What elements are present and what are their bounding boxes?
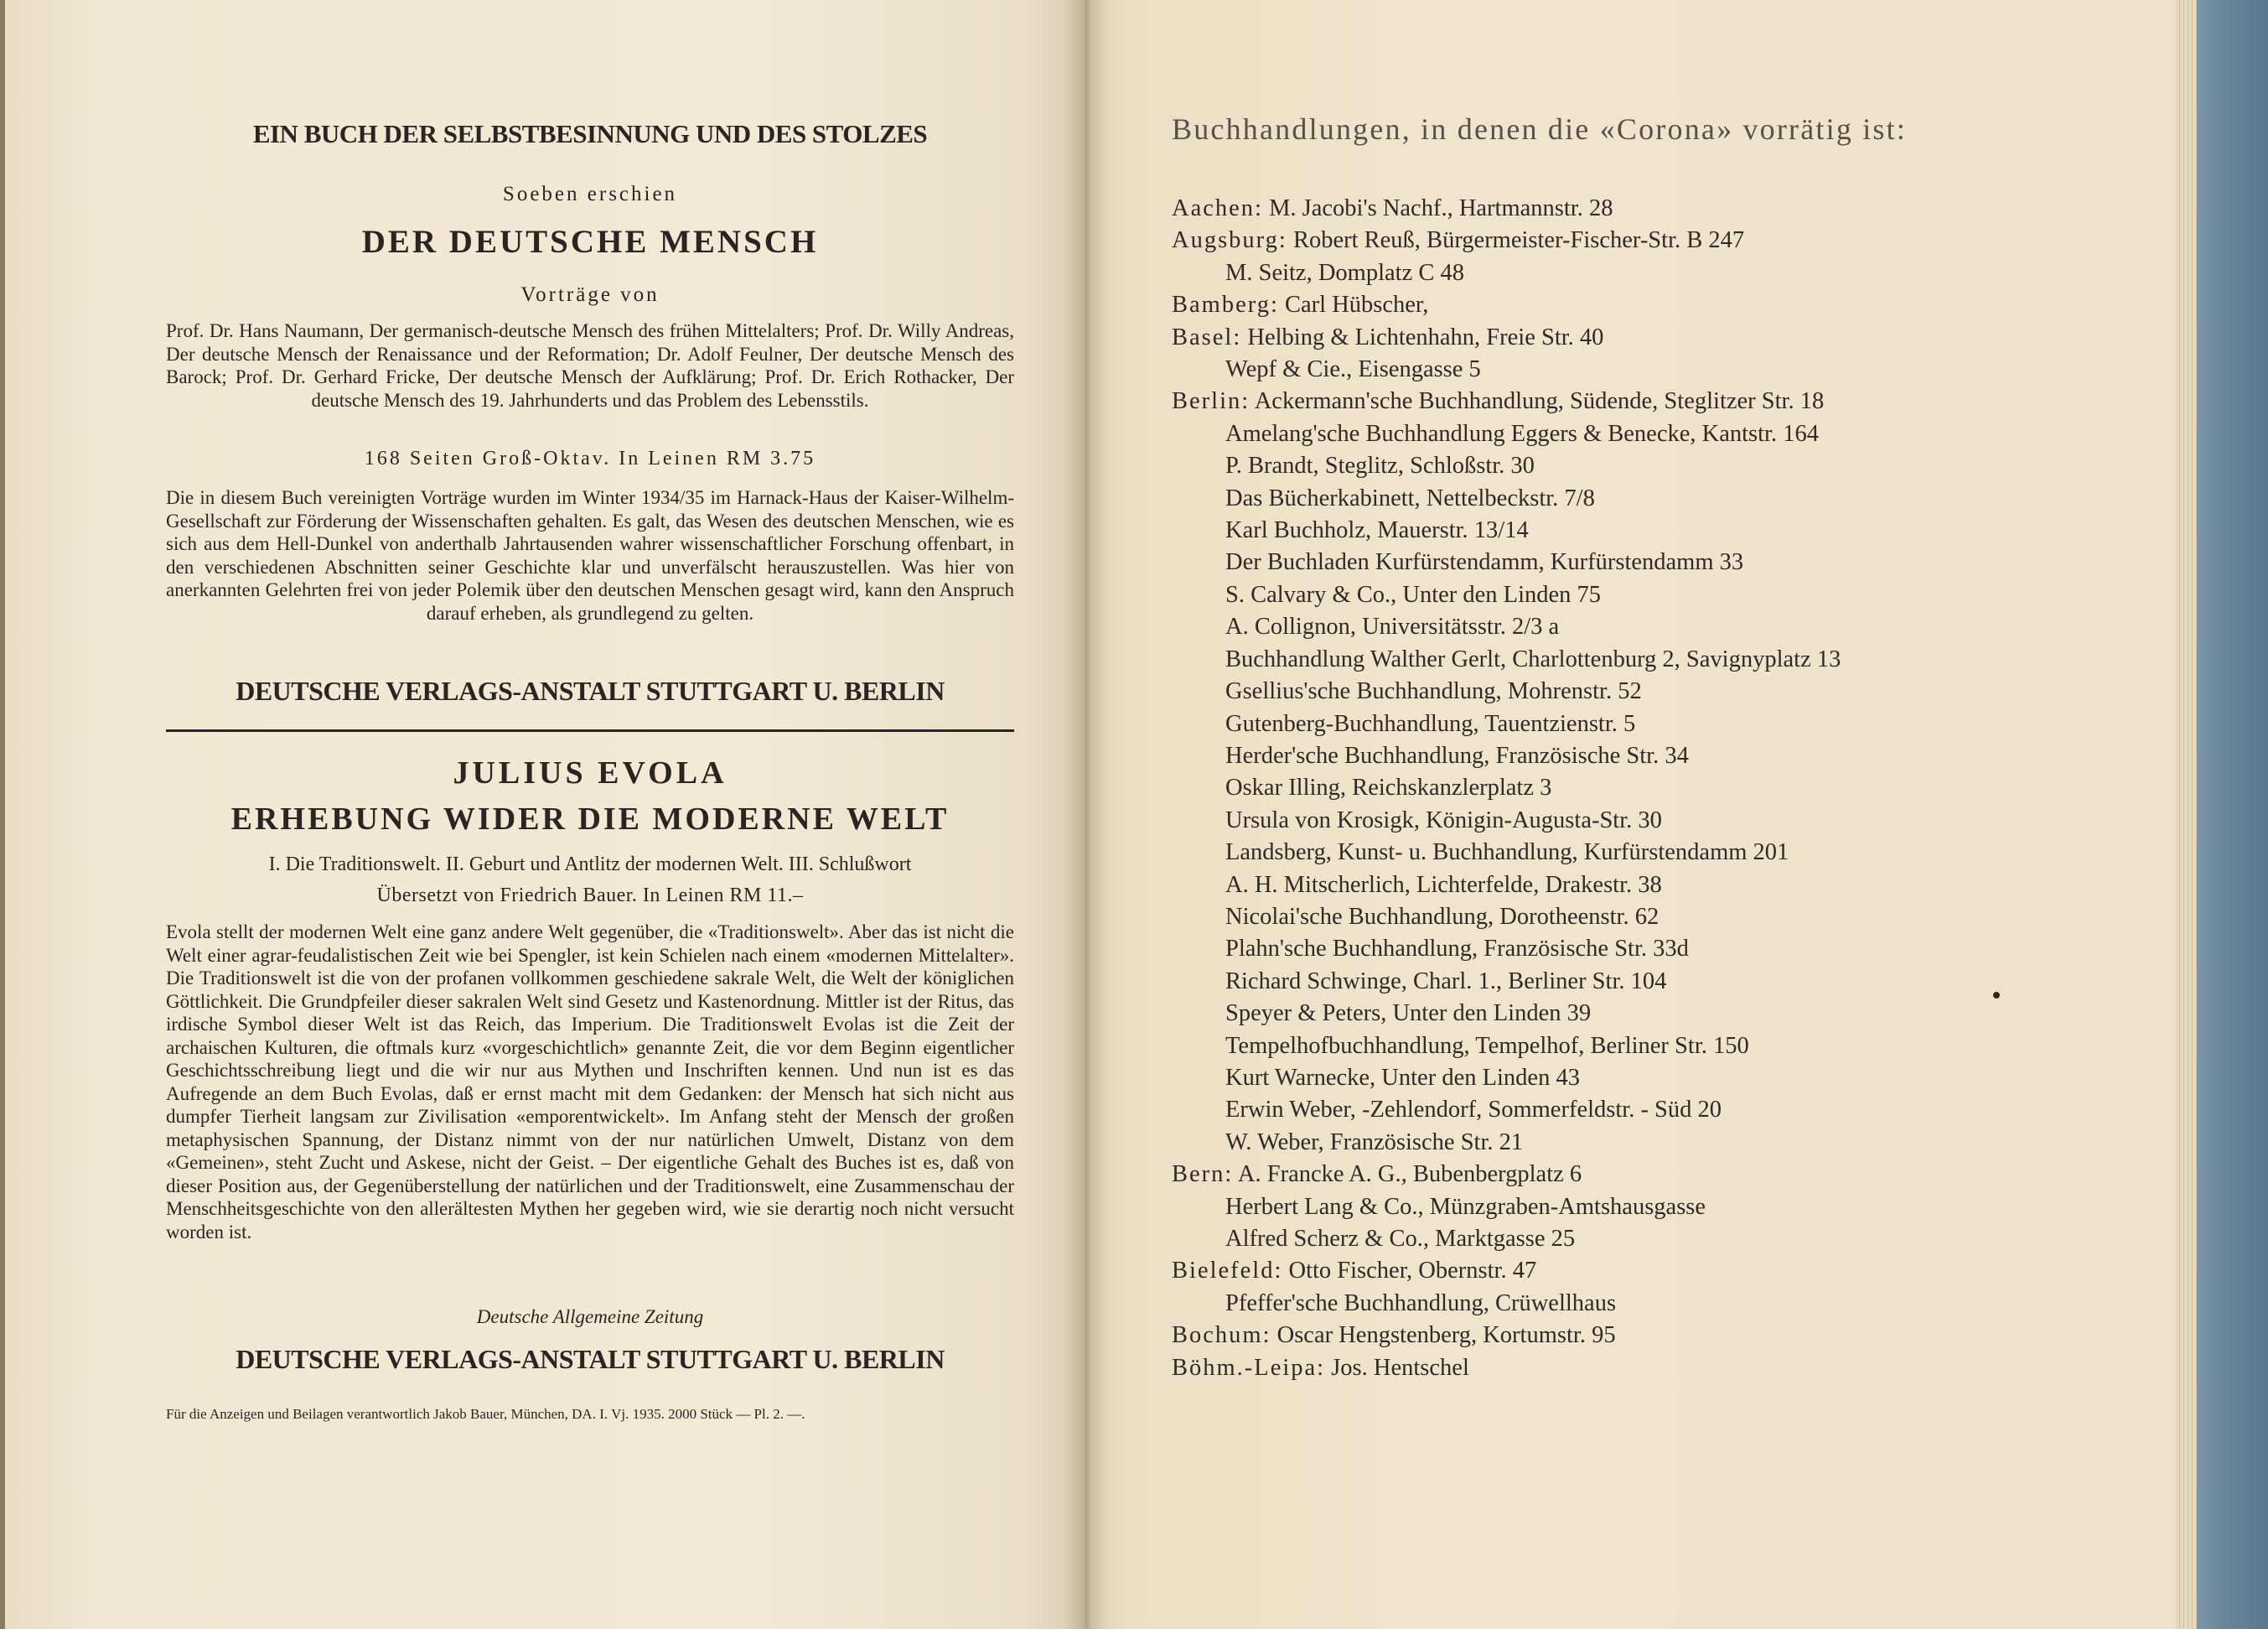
bookstore-entry [1172, 579, 2136, 611]
ad2-publisher: DEUTSCHE VERLAGS-ANSTALT STUTTGART U. BERLIN [236, 1344, 945, 1374]
bookstore-name: Ursula von Krosigk, Königin-Augusta-Str. 30 [1225, 807, 1662, 833]
bookstore-name: Nicolai'sche Buchhandlung, Dorotheenstr. 62 [1225, 903, 1660, 930]
bookstore-entry [1172, 322, 2136, 354]
bookstore-name: Speyer & Peters, Unter den Linden 39 [1225, 1000, 1592, 1027]
bookstore-name: Helbing & Lichtenhahn, Freie Str. 40 [1247, 324, 1604, 350]
ad1-subtitle: Vorträge von [520, 283, 660, 306]
bookstore-entry [1172, 998, 2136, 1030]
bookstore-entry [1172, 708, 2136, 740]
bookstore-name: Das Bücherkabinett, Nettelbeckstr. 7/8 [1225, 485, 1595, 511]
bookstore-name: Landsberg, Kunst- u. Buchhandlung, Kurfürstendamm 201 [1225, 839, 1789, 866]
ad1-specs: 168 Seiten Groß-Oktav. In Leinen RM 3.75 [364, 448, 816, 470]
bookstore-name: S. Calvary & Co., Unter den Linden 75 [1225, 581, 1602, 608]
bookstore-entry [1172, 1094, 2136, 1126]
ad1-title: DER DEUTSCHE MENSCH [361, 224, 819, 260]
bookstore-entry [1172, 418, 2136, 450]
bookstore-name: Herbert Lang & Co., Münzgraben-Amtshausgasse [1225, 1193, 1706, 1220]
bookstore-name: Robert Reuß, Bürgermeister-Fischer-Str. B 247 [1292, 227, 1745, 254]
bookstore-list [1172, 193, 2136, 1384]
bookstore-name: Pfeffer'sche Buchhandlung, Crüwellhaus [1225, 1289, 1617, 1316]
bookstore-entry [1172, 483, 2136, 515]
bookstore-entry [1172, 1352, 2136, 1384]
bookstore-entry [1172, 1191, 2136, 1223]
bookstore-name: Wepf & Cie., Eisengasse 5 [1225, 356, 1481, 383]
ad2-parts: I. Die Traditionswelt. II. Geburt und Antlitz der modernen Welt. III. Schlußwort [268, 853, 912, 875]
bookstore-entry [1172, 966, 2136, 998]
bookstore-name: Tempelhofbuchhandlung, Tempelhof, Berliner Str. 150 [1225, 1032, 1749, 1059]
ad2-author: JULIUS EVOLA [453, 755, 728, 791]
bookstore-name: M. Jacobi's Nachf., Hartmannstr. 28 [1269, 195, 1613, 221]
bookstore-entry [1172, 1320, 2136, 1351]
bookstore-name: A. H. Mitscherlich, Lichterfelde, Drakestr. 38 [1225, 871, 1662, 898]
bookstore-name: Oskar Illing, Reichskanzlerplatz 3 [1225, 775, 1552, 802]
city-label: Bamberg: [1172, 292, 1279, 319]
bookstore-name: Herder'sche Buchhandlung, Französische Str. 34 [1225, 742, 1689, 769]
ad1-announce: Soeben erschien [502, 183, 678, 205]
bookstore-entry [1172, 740, 2136, 772]
bookstore-entry [1172, 1030, 2136, 1062]
bookstore-entry [1172, 772, 2136, 804]
bookstore-name: Plahn'sche Buchhandlung, Französische Str. 33d [1225, 936, 1689, 962]
bookstore-entry [1172, 1159, 2136, 1191]
ad2-source: Deutsche Allgemeine Zeitung [476, 1306, 704, 1327]
ad2-translator: Übersetzt von Friedrich Bauer. In Leinen RM 11.– [376, 885, 804, 906]
city-label: Augsburg: [1172, 227, 1287, 254]
bookstore-entry [1172, 644, 2136, 676]
bookstore-name: Jos. Hentschel [1331, 1354, 1469, 1381]
bookstore-name: A. Francke A. G., Bubenbergplatz 6 [1237, 1161, 1582, 1188]
bookstore-entry [1172, 933, 2136, 965]
bookstore-name: Buchhandlung Walther Gerlt, Charlottenburg 2, Savignyplatz 13 [1225, 646, 1841, 672]
ink-dot [1993, 992, 2000, 999]
bookstore-entry [1172, 869, 2136, 901]
bookstore-name: Alfred Scherz & Co., Marktgasse 25 [1225, 1226, 1576, 1252]
bookstore-entry [1172, 1288, 2136, 1320]
bookstore-name: P. Brandt, Steglitz, Schloßstr. 30 [1225, 453, 1535, 480]
bookstore-entry [1172, 225, 2136, 257]
bookstore-name: Otto Fischer, Obernstr. 47 [1288, 1258, 1537, 1284]
bookstore-name: Richard Schwinge, Charl. 1., Berliner Str. 104 [1225, 968, 1667, 994]
divider-rule [166, 729, 1014, 732]
bookstore-name: W. Weber, Französische Str. 21 [1225, 1128, 1524, 1155]
bookstore-entry [1172, 837, 2136, 869]
bookstore-entry [1172, 1255, 2136, 1287]
bookstore-name: Amelang'sche Buchhandlung Eggers & Benecke, Kantstr. 164 [1225, 420, 1819, 447]
city-label: Bielefeld: [1172, 1258, 1283, 1284]
bookstore-entry [1172, 547, 2136, 578]
imprint-footer: Für die Anzeigen und Beilagen verantwortlich Jakob Bauer, München, DA. I. Vj. 1935. 2000 Stück — Pl. 2. —. [166, 1406, 805, 1422]
bookstore-name: Gsellius'sche Buchhandlung, Mohrenstr. 52 [1225, 678, 1642, 705]
city-label: Bochum: [1172, 1322, 1271, 1349]
city-label: Böhm.-Leipa: [1172, 1354, 1326, 1381]
bookstore-entry [1172, 354, 2136, 386]
bookstore-name: Der Buchladen Kurfürstendamm, Kurfürstendamm 33 [1225, 549, 1744, 576]
ad2-title: ERHEBUNG WIDER DIE MODERNE WELT [230, 802, 950, 837]
city-label: Bern: [1172, 1161, 1234, 1188]
bookstore-name: Gutenberg-Buchhandlung, Tauentzienstr. 5 [1225, 710, 1636, 737]
bookstore-entry [1172, 193, 2136, 225]
bookstore-entry [1172, 1127, 2136, 1159]
bookstore-entry [1172, 805, 2136, 837]
bookstore-entry [1172, 611, 2136, 643]
bookstore-name: Oscar Hengstenberg, Kortumstr. 95 [1276, 1322, 1616, 1349]
ad1-description: Die in diesem Buch vereinigten Vorträge wurden im Winter 1934/35 im Harnack-Haus der Kaiser-Wilhelm-Gesellschaft zur Förderung der Wissenschaften gehalten. Es galt, das Wesen des deutschen Menschen, wie es sich aus dem Hell-Dunkel von anderthalb Jahrtausenden wahrer wissenschaftlicher Forschung offenbart, in den verschiedenen Abschnitten seiner Geschichte klar und unverfälscht herauszustellen. Was hier von anerkannten Gelehrten frei von jeder Polemik über den deutschen Menschen gesagt wird, kann den Anspruch darauf erheben, als grundlegend zu gelten. [166, 487, 1014, 624]
city-label: Basel: [1172, 324, 1242, 350]
bookstore-name: Kurt Warnecke, Unter den Linden 43 [1225, 1064, 1580, 1091]
bookstore-name: M. Seitz, Domplatz C 48 [1225, 259, 1464, 286]
bookstore-name: Ackermann'sche Buchhandlung, Südende, Steglitzer Str. 18 [1254, 388, 1825, 415]
bookstore-entry [1172, 1062, 2136, 1094]
bookstore-entry [1172, 289, 2136, 321]
city-label: Aachen: [1172, 195, 1263, 221]
bookstore-name: Karl Buchholz, Mauerstr. 13/14 [1225, 517, 1529, 544]
bookstore-entry [1172, 386, 2136, 418]
bookstore-name: Erwin Weber, -Zehlendorf, Sommerfeldstr. - Süd 20 [1225, 1097, 1722, 1123]
book-gutter [1064, 0, 1108, 1629]
bookstore-entry [1172, 901, 2136, 933]
bookstore-name: Carl Hübscher, [1285, 292, 1429, 319]
book-cover-edge [2197, 0, 2268, 1629]
page-edges [2176, 0, 2197, 1629]
city-label: Berlin: [1172, 388, 1251, 415]
ad2-review: Evola stellt der modernen Welt eine ganz andere Welt gegenüber, die «Traditionswelt». Aber das ist nicht die Welt einer agrar-feudalistischen Zeit wie bei Spengler, ist kein Schielen nach einem «modernen Mittelalter». Die Traditionswelt ist die von der profanen vollkommen geschiedene sakrale Welt, die Welt der königlichen Göttlichkeit. Die Grundpfeiler dieser sakralen Welt sind Gesetz und Kastenordnung. Mittler ist der Ritus, das irdische Symbol dieser Welt ist das Reich, das Imperium. Die Traditionswelt Evolas ist die Zeit der archaischen Kulturen, die oftmals kurz «vorgeschichtlich» genannte Zeit, die vor dem Beginn eigentlicher Geschichtsschreibung liegt und die wir nur aus Mythen und Inschriften kennen. Und nun ist es das Aufregende an dem Buch Evolas, daß er ernst macht mit dem Gedanken: der Mensch hat sich nicht aus dumpfer Tierheit langsam zur Zivilisation «emporentwickelt». Im Anfang steht der Mensch der großen metaphysischen Spannung, der Distanz nimmt von der nur natürlichen Umwelt, Distanz von dem «Gemeinen», steht Zucht und Askese, nicht der Geist. – Der eigentliche Gehalt des Buches ist es, daß von dieser Position aus, der Gegenüberstellung der natürlichen und der Traditionswelt, eine Zusammenschau der Menschheitsgeschichte von den allerältesten Mythen her gegeben wird, wie sie derartig noch nicht versucht worden ist. [166, 921, 1014, 1243]
bookstore-entry [1172, 450, 2136, 482]
bookstore-entry [1172, 676, 2136, 708]
bookstore-entry [1172, 515, 2136, 547]
bookstore-entry [1172, 1223, 2136, 1255]
ad1-publisher: DEUTSCHE VERLAGS-ANSTALT STUTTGART U. BERLIN [236, 676, 945, 706]
ad1-contributors: Prof. Dr. Hans Naumann, Der germanisch-deutsche Mensch des frühen Mittelalters; Prof. Dr. Willy Andreas, Der deutsche Mensch der Renaissance und der Reformation; Dr. Adolf Feulner, Der deutsche Mensch des Barock; Prof. Dr. Gerhard Fricke, Der deutsche Mensch der Aufklärung; Prof. Dr. Erich Rothacker, Der deutsche Mensch des 19. Jahrhunderts und das Problem des Lebensstils. [166, 320, 1014, 411]
bookstore-entry [1172, 257, 2136, 289]
bookstore-name: A. Collignon, Universitätsstr. 2/3 a [1225, 614, 1560, 641]
bookstore-list-heading: Buchhandlungen, in denen die «Corona» vorrätig ist: [1172, 112, 1908, 146]
ad1-headline: EIN BUCH DER SELBSTBESINNUNG UND DES STOLZES [252, 119, 928, 148]
